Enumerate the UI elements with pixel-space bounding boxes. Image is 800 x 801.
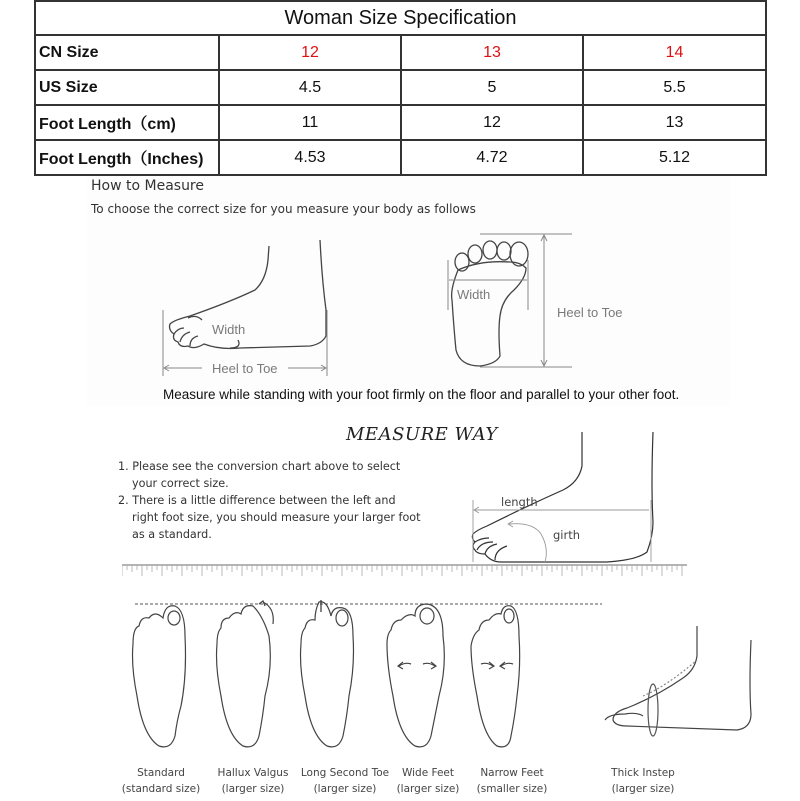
foot-top-view-icon <box>440 230 640 380</box>
top-heel-to-toe-label: Heel to Toe <box>557 305 623 320</box>
foot-type-size-note: (larger size) <box>221 783 285 795</box>
foot-length-cm-cell: 11 <box>219 105 401 140</box>
measure-way-panel <box>97 410 797 800</box>
table-row-foot-length-cm <box>35 105 766 140</box>
row-label: US Size <box>35 70 219 105</box>
row-label: CN Size <box>35 35 219 70</box>
foot-type-size-note: (standard size) <box>121 783 201 795</box>
top-width-label: Width <box>457 287 491 302</box>
us-size-cell: 5 <box>401 70 583 105</box>
side-width-label: Width <box>212 322 246 337</box>
foot-type-hallux-valgus <box>213 765 293 797</box>
how-to-measure-panel <box>87 176 730 406</box>
us-size-cell: 5.5 <box>583 70 766 105</box>
foot-side-view-icon <box>160 230 340 380</box>
ruler-icon <box>122 564 687 578</box>
foot-type-name: Thick Instep <box>611 767 675 779</box>
table-row-us-size <box>35 70 766 105</box>
table-title-row <box>35 1 766 35</box>
instructions-list <box>118 458 422 543</box>
foot-length-cm-cell: 13 <box>583 105 766 140</box>
foot-length-girth-diagram-icon <box>467 426 707 576</box>
side-heel-to-toe-label: Heel to Toe <box>212 361 278 376</box>
long-second-toe-foot-icon <box>301 600 354 747</box>
foot-type-narrow-feet <box>467 765 557 797</box>
foot-length-in-cell: 4.72 <box>401 140 583 175</box>
row-label: Foot Length（cm) <box>35 105 219 140</box>
narrow-feet-foot-icon <box>471 606 520 747</box>
foot-length-in-cell: 5.12 <box>583 140 766 175</box>
thick-instep-foot-icon <box>605 626 751 736</box>
standard-foot-icon <box>133 606 186 747</box>
table-row-cn-size <box>35 35 766 70</box>
foot-type-size-note: (smaller size) <box>476 783 548 795</box>
how-to-measure-title: How to Measure <box>91 178 204 194</box>
how-to-measure-subtitle: To choose the correct size for you measure your body as follows <box>91 202 476 216</box>
foot-type-long-second-toe <box>295 765 395 797</box>
foot-type-name: Narrow Feet <box>480 767 544 779</box>
foot-type-size-note: (larger size) <box>611 783 675 795</box>
foot-type-name: Long Second Toe <box>300 767 390 779</box>
foot-type-thick-instep <box>603 765 683 797</box>
wide-feet-foot-icon <box>387 604 444 747</box>
hallux-valgus-foot-icon <box>217 601 274 747</box>
foot-type-size-note: (larger size) <box>313 783 377 795</box>
measure-note: Measure while standing with your foot firmly on the floor and parallel to your other foot. <box>163 387 680 402</box>
foot-type-name: Standard <box>137 767 185 779</box>
foot-types-diagram <box>97 596 797 766</box>
size-specification-table <box>34 0 767 176</box>
girth-label: girth <box>553 528 581 542</box>
cn-size-cell: 14 <box>583 35 766 70</box>
length-label: length <box>501 495 538 509</box>
foot-length-cm-cell: 12 <box>401 105 583 140</box>
instruction-item: 2. There is a little difference between the left and right foot size, you should measure your larger foot as a standard. <box>118 494 421 541</box>
row-label: Foot Length（Inches) <box>35 140 219 175</box>
foot-type-wide-feet <box>393 765 463 797</box>
cn-size-cell: 13 <box>401 35 583 70</box>
measure-way-title: MEASURE WAY <box>346 424 498 445</box>
foot-length-in-cell: 4.53 <box>219 140 401 175</box>
table-row-foot-length-inches <box>35 140 766 175</box>
foot-type-labels <box>97 765 797 801</box>
cn-size-cell: 12 <box>219 35 401 70</box>
instruction-item: 1. Please see the conversion chart above to select your correct size. <box>118 460 401 490</box>
foot-type-size-note: (larger size) <box>396 783 460 795</box>
table-title: Woman Size Specification <box>35 1 766 35</box>
foot-type-standard <box>121 765 201 797</box>
us-size-cell: 4.5 <box>219 70 401 105</box>
foot-type-name: Wide Feet <box>401 767 455 779</box>
foot-type-name: Hallux Valgus <box>217 767 289 779</box>
